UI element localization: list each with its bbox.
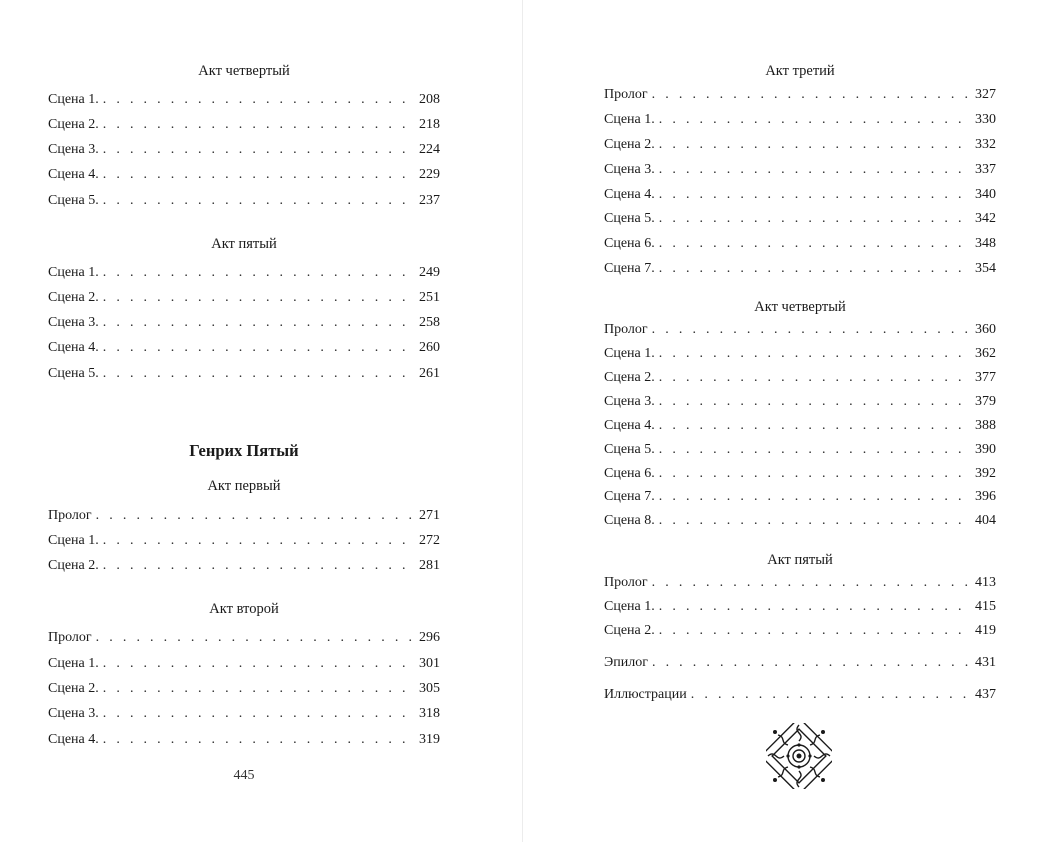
entry-page: 249 [419,265,440,280]
entry-label: Сцена 5. [604,442,655,457]
entry-page: 362 [975,346,996,361]
toc-entry[interactable] [604,136,996,154]
dot-leader [659,393,968,411]
toc-entry[interactable] [604,574,996,592]
entry-label: Сцена 2. [48,558,99,573]
dot-leader [103,116,412,134]
toc-entry[interactable] [48,141,440,159]
dot-leader [103,314,412,332]
dot-leader [103,731,412,749]
dot-leader [103,705,412,723]
dot-leader [103,192,412,210]
entry-label: Сцена 7. [604,489,655,504]
act-heading: Акт третий [765,63,835,79]
entry-label: Сцена 2. [48,117,99,132]
dot-leader [659,136,968,154]
entry-page: 319 [419,732,440,747]
entry-page: 388 [975,418,996,433]
toc-entry[interactable] [48,166,440,184]
entry-page: 208 [419,92,440,107]
toc-entry[interactable] [604,417,996,435]
entry-page: 301 [419,656,440,671]
toc-entry[interactable] [604,235,996,253]
right-page [604,0,996,842]
entry-label: Сцена 4. [48,340,99,355]
toc-entry[interactable] [48,339,440,357]
entry-label: Сцена 5. [48,193,99,208]
entry-page: 224 [419,142,440,157]
entry-page: 327 [975,87,996,102]
entry-label: Сцена 1. [604,346,655,361]
dot-leader [103,289,412,307]
dot-leader [659,488,968,506]
entry-page: 218 [419,117,440,132]
dot-leader [659,441,968,459]
toc-entry[interactable] [604,441,996,459]
toc-entry[interactable] [48,507,440,525]
entry-page: 377 [975,370,996,385]
entry-label: Сцена 4. [604,418,655,433]
toc-entry[interactable] [604,111,996,129]
dot-leader [652,86,968,104]
entry-page: 332 [975,137,996,152]
entry-label: Сцена 6. [604,236,655,251]
dot-leader [652,574,968,592]
dot-leader [659,369,968,387]
left-page [48,0,440,842]
entry-page: 229 [419,167,440,182]
entry-page: 404 [975,513,996,528]
dot-leader [659,111,968,129]
entry-page: 354 [975,261,996,276]
entry-label: Сцена 2. [48,681,99,696]
entry-page: 258 [419,315,440,330]
toc-entry[interactable] [48,532,440,550]
toc-entry[interactable] [604,321,996,339]
toc-entry[interactable] [48,91,440,109]
entry-page: 379 [975,394,996,409]
toc-entry[interactable] [48,731,440,749]
toc-entry[interactable] [48,314,440,332]
act-heading: Акт четвертый [198,63,290,79]
entry-page: 305 [419,681,440,696]
toc-entry[interactable] [604,186,996,204]
entry-label: Сцена 4. [48,732,99,747]
entry-page: 360 [975,322,996,337]
dot-leader [659,260,968,278]
entry-label: Сцена 5. [48,366,99,381]
dot-leader [659,345,968,363]
toc-entry[interactable] [48,629,440,647]
entry-label: Сцена 5. [604,211,655,226]
toc-entry[interactable] [604,345,996,363]
entry-page: 337 [975,162,996,177]
dot-leader [659,598,968,616]
entry-label: Сцена 1. [604,112,655,127]
toc-entry[interactable] [48,192,440,210]
entry-label: Сцена 3. [604,394,655,409]
act-heading: Акт второй [209,601,279,617]
dot-leader [103,91,412,109]
entry-page: 261 [419,366,440,381]
dot-leader [103,264,412,282]
entry-label: Сцена 4. [48,167,99,182]
dot-leader [103,680,412,698]
entry-label: Сцена 2. [48,290,99,305]
entry-page: 413 [975,575,996,590]
dot-leader [103,141,412,159]
toc-entry[interactable] [604,369,996,387]
toc-entry[interactable] [604,86,996,104]
dot-leader [691,686,968,704]
entry-label: Иллюстрации [604,687,687,702]
play-title: Генрих Пятый [189,441,299,460]
toc-entry-epilogue[interactable] [604,654,996,672]
entry-page: 237 [419,193,440,208]
entry-page: 415 [975,599,996,614]
entry-label: Сцена 7. [604,261,655,276]
entry-label: Сцена 1. [48,533,99,548]
entry-label: Пролог [48,508,92,523]
entry-label: Сцена 2. [604,370,655,385]
toc-entry[interactable] [604,465,996,483]
dot-leader [103,655,412,673]
dot-leader [659,235,968,253]
entry-page: 296 [419,630,440,645]
entry-label: Сцена 3. [48,315,99,330]
dot-leader [652,654,968,672]
toc-entry[interactable] [604,161,996,179]
entry-page: 271 [419,508,440,523]
dot-leader [659,210,968,228]
entry-label: Сцена 3. [48,142,99,157]
entry-page: 431 [975,655,996,670]
entry-label: Эпилог [604,655,648,670]
entry-label: Пролог [604,87,648,102]
toc-entry[interactable] [48,116,440,134]
dot-leader [103,365,412,383]
entry-page: 437 [975,687,996,702]
toc-entry[interactable] [604,488,996,506]
entry-label: Сцена 1. [604,599,655,614]
toc-entry-illustrations[interactable] [604,686,996,704]
dot-leader [103,339,412,357]
entry-page: 272 [419,533,440,548]
entry-page: 390 [975,442,996,457]
entry-page: 392 [975,466,996,481]
dot-leader [103,166,412,184]
toc-entry[interactable] [604,512,996,530]
toc-entry[interactable] [48,705,440,723]
entry-label: Сцена 1. [48,656,99,671]
entry-label: Пролог [604,322,648,337]
entry-page: 281 [419,558,440,573]
floral-ornament-icon [766,723,832,789]
entry-label: Сцена 1. [48,265,99,280]
dot-leader [659,512,968,530]
dot-leader [659,417,968,435]
entry-label: Сцена 3. [48,706,99,721]
act-heading: Акт пятый [211,236,277,252]
dot-leader [96,629,412,647]
toc-entry[interactable] [604,260,996,278]
entry-page: 348 [975,236,996,251]
act-heading: Акт первый [207,478,281,494]
entry-label: Пролог [48,630,92,645]
entry-label: Сцена 8. [604,513,655,528]
dot-leader [659,465,968,483]
toc-entry[interactable] [48,655,440,673]
dot-leader [659,186,968,204]
dot-leader [96,507,412,525]
toc-entry[interactable] [48,264,440,282]
act-heading: Акт четвертый [754,299,846,315]
entry-page: 342 [975,211,996,226]
toc-entry[interactable] [604,598,996,616]
entry-page: 396 [975,489,996,504]
dot-leader [652,321,968,339]
entry-label: Пролог [604,575,648,590]
entry-page: 419 [975,623,996,638]
dot-leader [103,532,412,550]
entry-label: Сцена 4. [604,187,655,202]
entry-label: Сцена 2. [604,623,655,638]
toc-entry[interactable] [604,210,996,228]
toc-entry[interactable] [604,622,996,640]
entry-page: 330 [975,112,996,127]
toc-entry[interactable] [48,557,440,575]
entry-label: Сцена 2. [604,137,655,152]
dot-leader [659,161,968,179]
toc-entry[interactable] [48,680,440,698]
entry-label: Сцена 1. [48,92,99,107]
toc-entry[interactable] [48,289,440,307]
act-heading: Акт пятый [767,552,833,568]
entry-label: Сцена 3. [604,162,655,177]
dot-leader [103,557,412,575]
dot-leader [659,622,968,640]
entry-page: 260 [419,340,440,355]
entry-page: 318 [419,706,440,721]
entry-label: Сцена 6. [604,466,655,481]
toc-entry[interactable] [604,393,996,411]
entry-page: 251 [419,290,440,305]
toc-entry[interactable] [48,365,440,383]
page-gutter [522,0,523,842]
entry-page: 340 [975,187,996,202]
page-number: 445 [233,768,255,783]
